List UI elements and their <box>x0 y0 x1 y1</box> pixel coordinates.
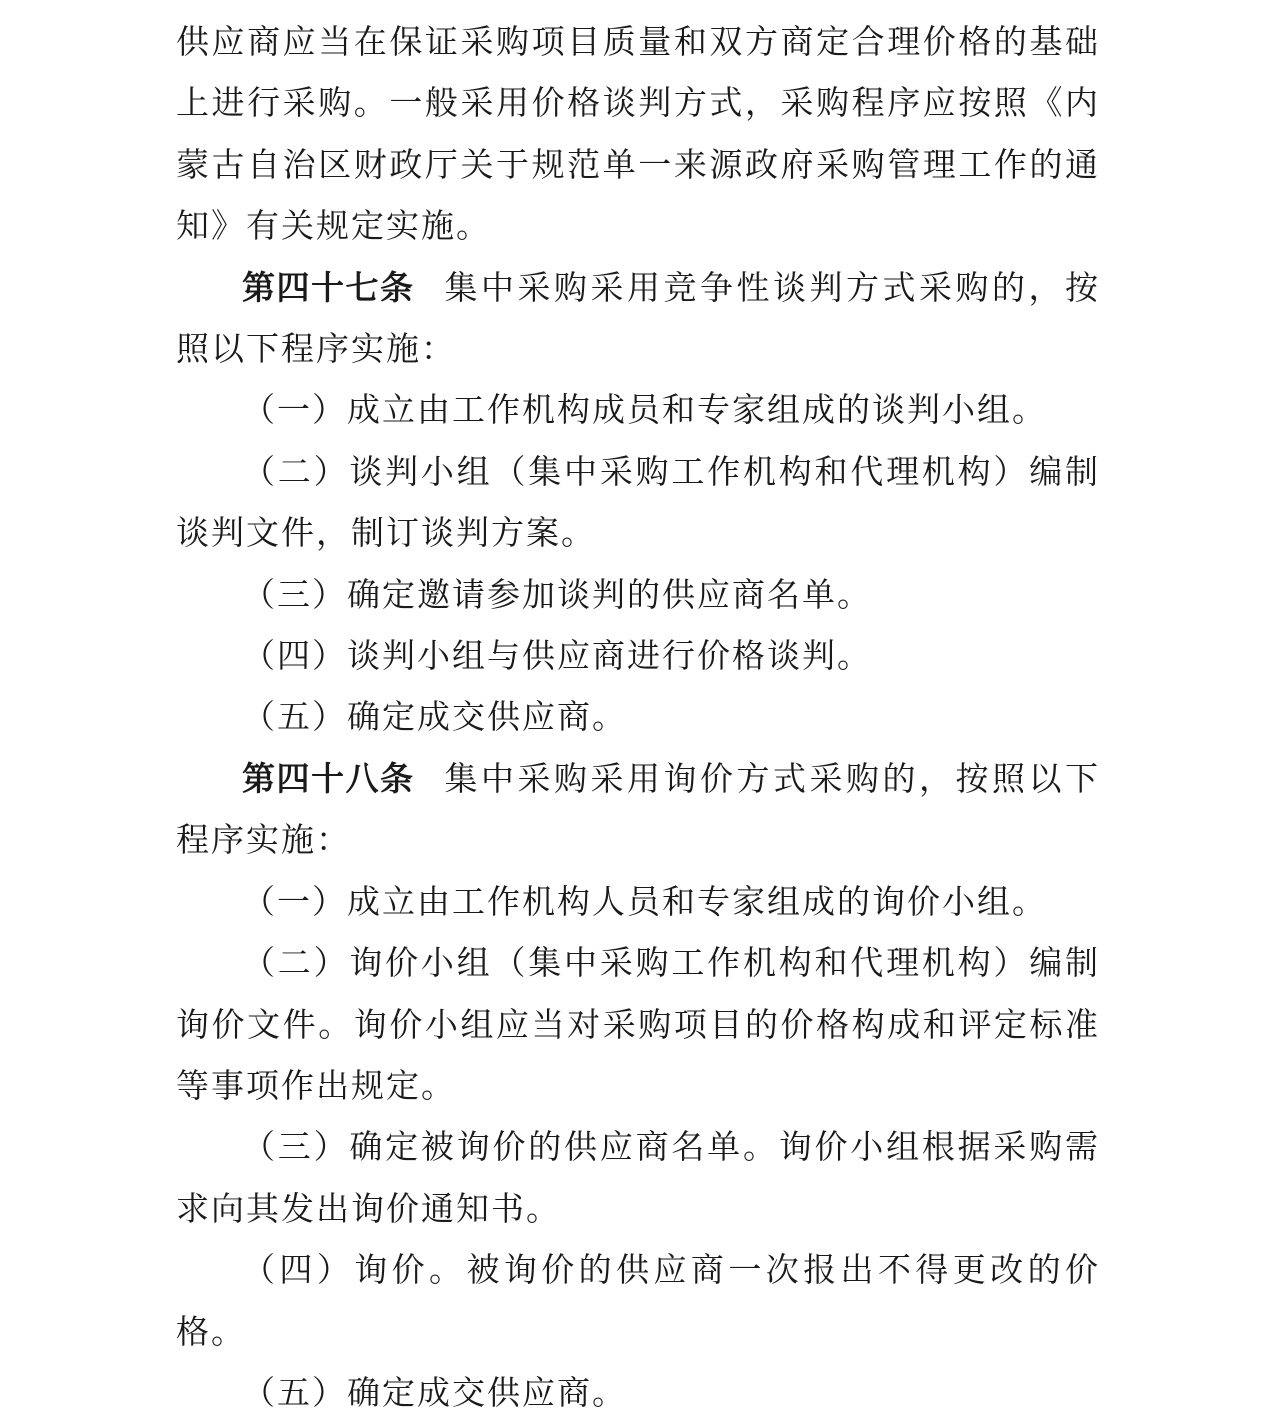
article-48-item-3: （三）确定被询价的供应商名单。询价小组根据采购需求向其发出询价通知书。 <box>176 1127 1100 1228</box>
intro-paragraph: 供应商应当在保证采购项目质量和双方商定合理价格的基础上进行采购。一般采用价格谈判方式，采购程序应按照《内蒙古自治区财政厅关于规范单一来源政府采购管理工作的通知》有关规定实施。 <box>176 22 1100 246</box>
article-47-item-5: （五）确定成交供应商。 <box>242 697 627 737</box>
article-48-item-1: （一）成立由工作机构人员和专家组成的询价小组。 <box>242 881 1047 921</box>
article-48-heading-paragraph <box>176 748 1100 871</box>
article-48-item-4: （四）询价。被询价的供应商一次报出不得更改的价格。 <box>176 1250 1100 1351</box>
article-47-item-1: （一）成立由工作机构成员和专家组成的谈判小组。 <box>242 390 1047 430</box>
article-48-text: 集中采购采用询价方式采购的，按照以下程序实施： <box>176 758 1100 860</box>
article-48-item-5: （五）确定成交供应商。 <box>242 1372 627 1412</box>
article-47-item-3: （三）确定邀请参加谈判的供应商名单。 <box>242 574 872 614</box>
article-47-item-4: （四）谈判小组与供应商进行价格谈判。 <box>242 636 872 676</box>
article-47-label: 第四十七条 <box>242 267 415 307</box>
article-48-item-2: （二）询价小组（集中采购工作机构和代理机构）编制询价文件。询价小组应当对采购项目的价格构成和评定标准等事项作出规定。 <box>176 943 1100 1105</box>
article-47-text: 集中采购采用竞争性谈判方式采购的，按照以下程序实施： <box>176 267 1100 369</box>
article-47-item-2: （二）谈判小组（集中采购工作机构和代理机构）编制谈判文件，制订谈判方案。 <box>176 451 1100 553</box>
article-48-label: 第四十八条 <box>242 758 415 798</box>
article-47-heading-paragraph <box>176 257 1100 380</box>
document-page <box>176 11 1100 1423</box>
